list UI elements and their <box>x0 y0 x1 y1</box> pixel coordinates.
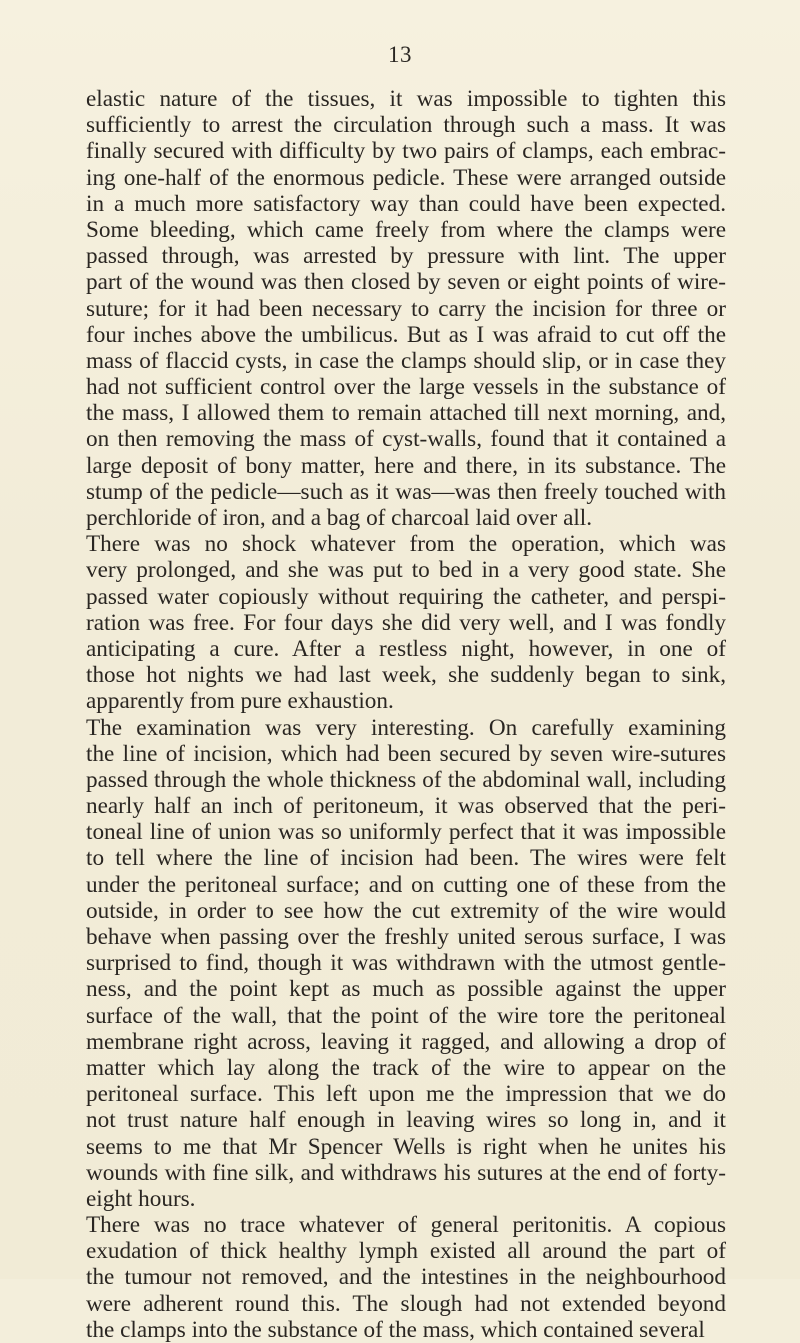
text-line: the clamps into the substance of the mass, which contained several <box>86 1316 705 1343</box>
text-line: passed through the whole thickness of the abdominal wall, including <box>86 766 726 793</box>
text-line: the line of incision, which had been secured by seven wire-sutures <box>86 740 726 767</box>
text-line: There was no trace whatever of general peritonitis. A copious <box>86 1212 726 1239</box>
text-line: anticipating a cure. After a restless night, however, in one of <box>86 635 726 662</box>
text-line: ing one-half of the enormous pedicle. These were arranged outside <box>86 164 726 191</box>
text-line: ration was free. For four days she did very well, and I was fondly <box>86 609 726 636</box>
text-line: behave when passing over the freshly united serous surface, I was <box>86 924 726 950</box>
text-line: nearly half an inch of peritoneum, it was observed that the peri- <box>86 793 726 820</box>
text-line: elastic nature of the tissues, it was impossible to tighten this <box>86 86 726 112</box>
text-line: The examination was very interesting. On carefully examining <box>86 714 726 741</box>
text-line: seems to me that Mr Spencer Wells is right when he unites his <box>86 1133 726 1160</box>
text-line: ness, and the point kept as much as possible against the upper <box>86 976 726 1003</box>
text-line: Some bleeding, which came freely from where the clamps were <box>86 216 726 243</box>
text-line: matter which lay along the track of the wire to appear on the <box>86 1054 726 1081</box>
text-line: There was no shock whatever from the operation, which was <box>86 531 726 558</box>
text-line: were adherent round this. The slough had not extended beyond <box>86 1290 726 1317</box>
text-line: exudation of thick healthy lymph existed all around the part of <box>86 1238 726 1265</box>
text-line: surface of the wall, that the point of the wire tore the peritoneal <box>86 1002 726 1029</box>
text-line: suture; for it had been necessary to carry the incision for three or <box>86 295 726 322</box>
text-line: wounds with fine silk, and withdraws his sutures at the end of forty- <box>86 1159 726 1186</box>
text-line: under the peritoneal surface; and on cutting one of these from the <box>86 871 726 898</box>
text-line: very prolonged, and she was put to bed in a very good state. She <box>86 557 726 584</box>
text-line: the mass, I allowed them to remain attached till next morning, and, <box>86 400 726 427</box>
text-line: perchloride of iron, and a bag of charcoal laid over all. <box>86 505 593 531</box>
text-line: part of the wound was then closed by seven or eight points of wire- <box>86 269 726 296</box>
text-line: the tumour not removed, and the intestines in the neighbourhood <box>86 1264 726 1291</box>
text-line: four inches above the umbilicus. But as I was afraid to cut off the <box>86 321 726 348</box>
text-line: had not sufficient control over the large vessels in the substance of <box>86 374 726 401</box>
text-line: membrane right across, leaving it ragged, and allowing a drop of <box>86 1028 726 1055</box>
body-text <box>86 86 726 1343</box>
text-line: mass of flaccid cysts, in case the clamps should slip, or in case they <box>86 347 726 374</box>
text-line: stump of the pedicle—such as it was—was then freely touched with <box>86 478 726 505</box>
text-line: passed water copiously without requiring the catheter, and perspi- <box>86 583 726 610</box>
text-line: on then removing the mass of cyst-walls, found that it contained a <box>86 426 726 453</box>
text-line: sufficiently to arrest the circulation through such a mass. It was <box>86 112 726 139</box>
page-number: 13 <box>388 42 412 67</box>
text-line: finally secured with difficulty by two pairs of clamps, each embrac- <box>86 138 726 165</box>
text-line: not trust nature half enough in leaving wires so long in, and it <box>86 1107 726 1134</box>
text-line: outside, in order to see how the cut extremity of the wire would <box>86 897 726 924</box>
text-line: passed through, was arrested by pressure with lint. The upper <box>86 243 726 270</box>
text-line: in a much more satisfactory way than could have been expected. <box>86 190 726 217</box>
text-line: large deposit of bony matter, here and there, in its substance. The <box>86 452 726 479</box>
text-line: to tell where the line of incision had been. The wires were felt <box>86 845 726 872</box>
text-line: eight hours. <box>86 1185 196 1212</box>
text-line: toneal line of union was so uniformly perfect that it was impossible <box>86 819 726 846</box>
text-line: apparently from pure exhaustion. <box>86 688 394 715</box>
text-line: surprised to find, though it was withdrawn with the utmost gentle- <box>86 950 726 977</box>
text-line: those hot nights we had last week, she suddenly began to sink, <box>86 662 726 689</box>
text-line: peritoneal surface. This left upon me the impression that we do <box>86 1081 726 1108</box>
